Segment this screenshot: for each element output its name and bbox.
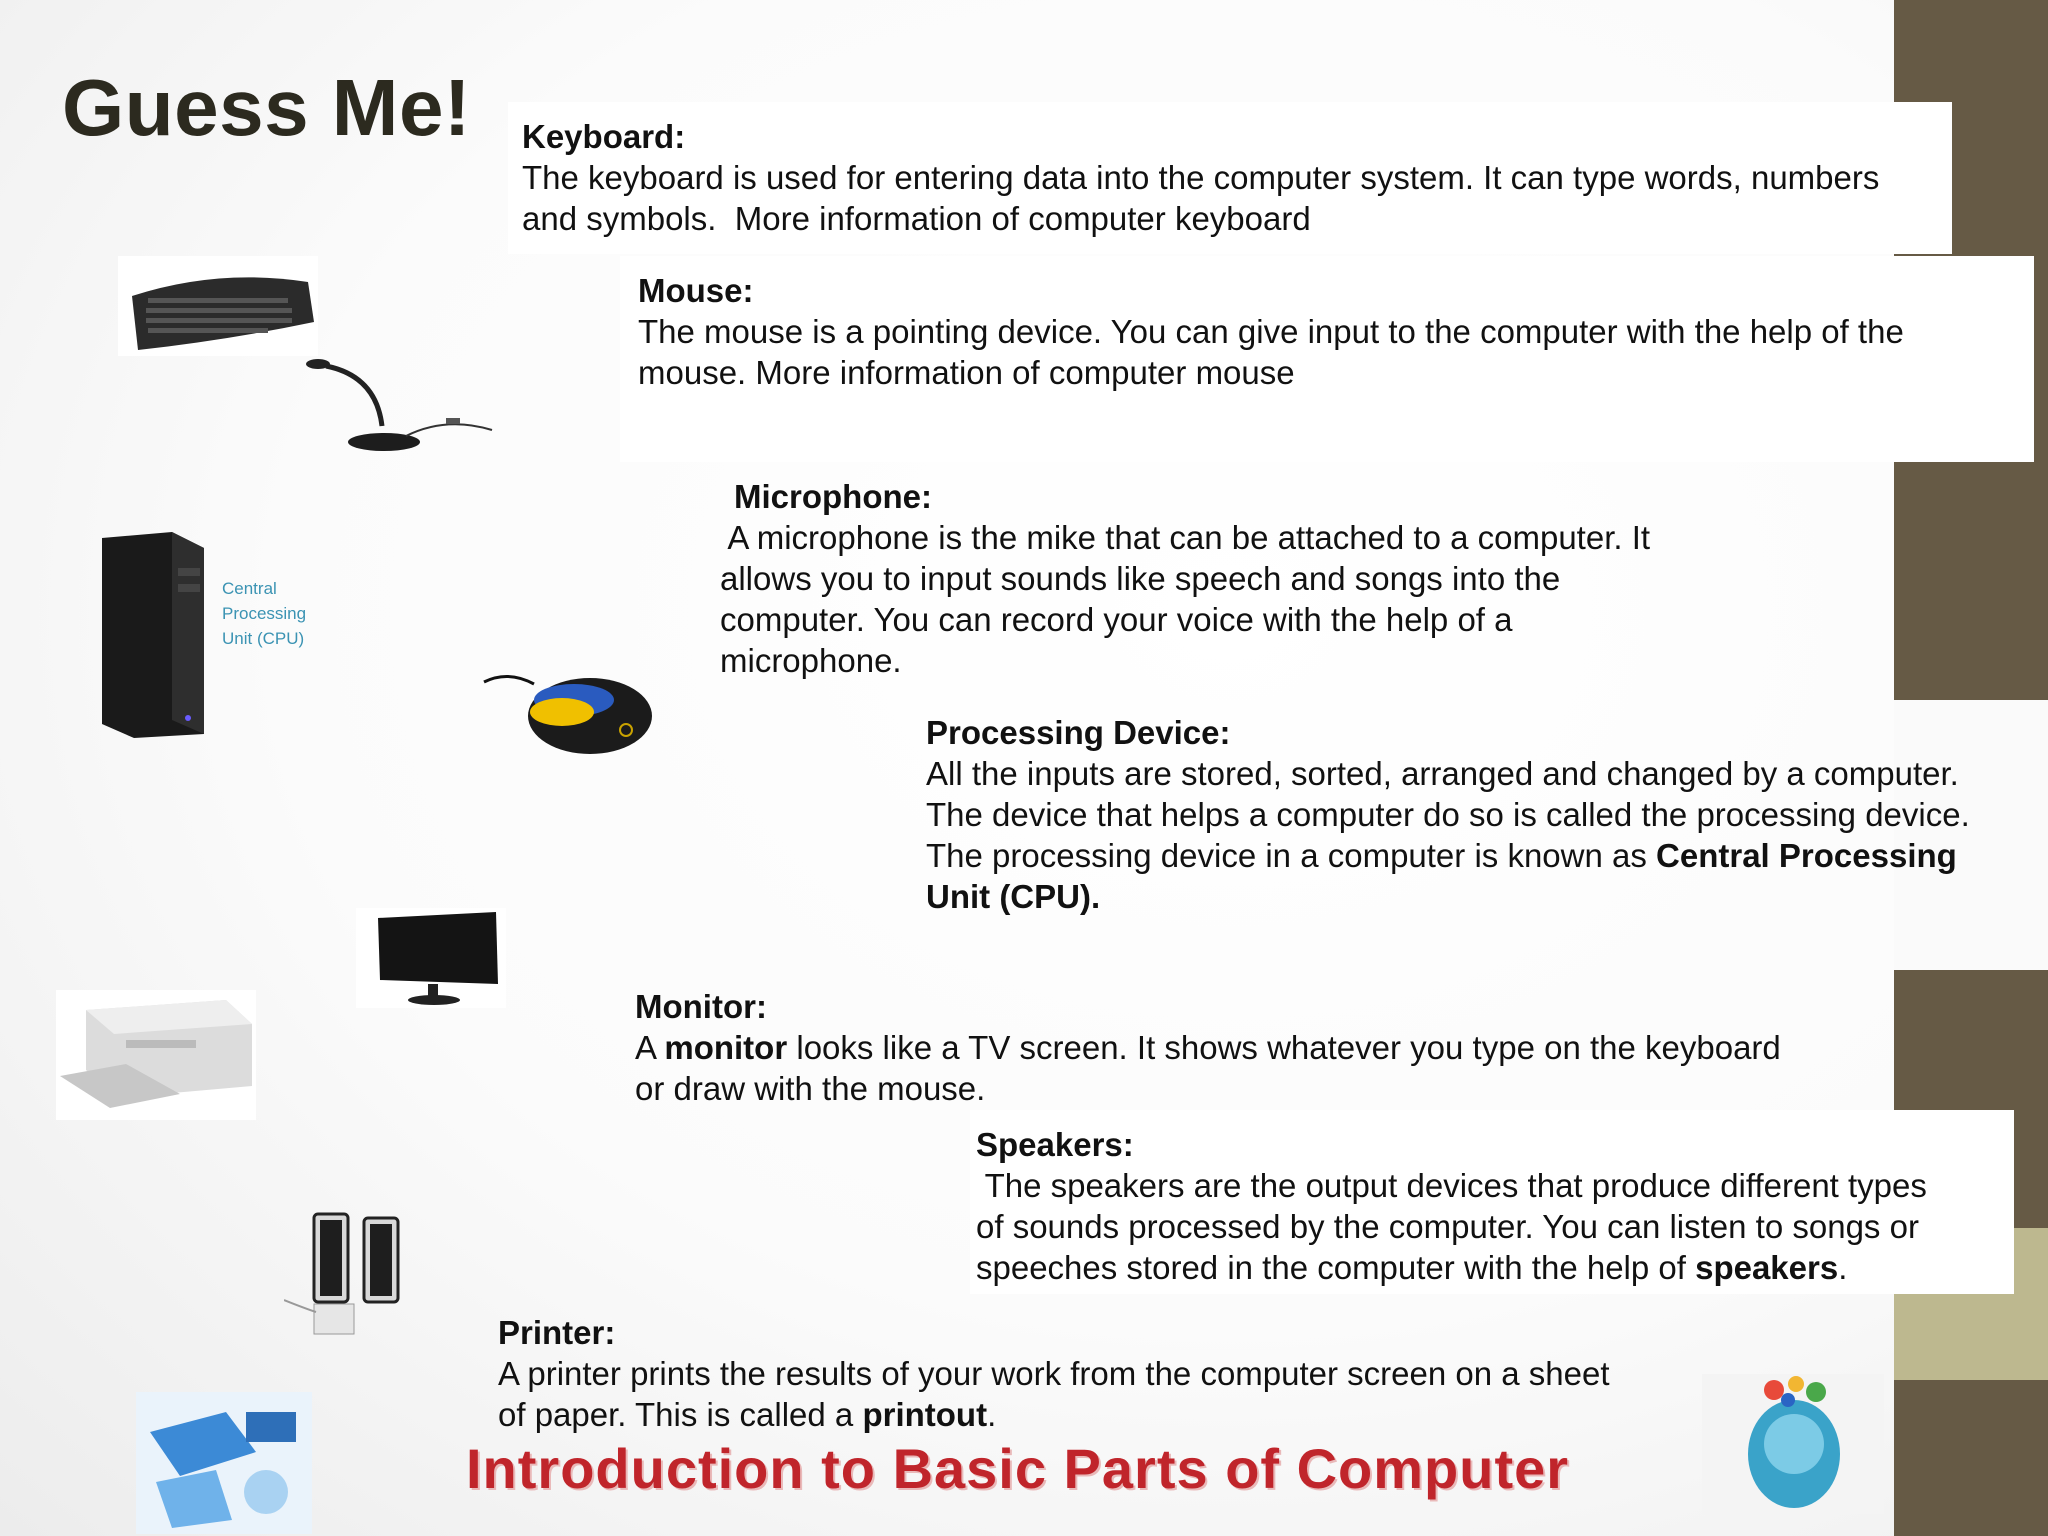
printer-section <box>494 1308 1714 1432</box>
cpu-image-label-line: Unit (CPU) <box>222 629 305 648</box>
printer-bold: printout <box>862 1396 988 1433</box>
processing-cpu-bold: Central Processing <box>1656 837 1957 874</box>
monitor-heading: Monitor: <box>635 988 767 1025</box>
side-decoration-bar <box>1894 1380 2048 1536</box>
speakers-image <box>284 1208 424 1338</box>
monitor-text: A <box>635 1029 665 1066</box>
processing-cpu-bold: Unit (CPU). <box>926 878 1101 915</box>
microphone-text-line: computer. You can record your voice with the help of a <box>720 601 1513 638</box>
speakers-text-line: of sounds processed by the computer. You can listen to songs or <box>976 1208 1919 1245</box>
cpu-tower-image <box>92 528 212 738</box>
printer-text-line <box>498 1394 1714 1435</box>
monitor-image <box>356 908 506 1008</box>
processing-text-line <box>926 876 2034 917</box>
speakers-text: . <box>1838 1249 1848 1286</box>
mouse-heading: Mouse: <box>638 272 754 309</box>
printer-text-line: A printer prints the results of your work from the computer screen on a sheet <box>498 1355 1610 1392</box>
monitor-text: looks like a TV screen. It shows whatever you type on the keyboard <box>787 1029 1781 1066</box>
microphone-image <box>296 356 496 456</box>
cpu-image-label-line: Processing <box>222 604 307 623</box>
monitor-bold: monitor <box>664 1029 788 1066</box>
processing-device-section <box>920 710 2034 940</box>
keyboard-section <box>508 102 1952 254</box>
microphone-heading: Microphone: <box>734 478 932 515</box>
cpu-image-label <box>222 576 306 651</box>
processing-heading: Processing Device: <box>926 714 1231 751</box>
slide-title: Guess Me! <box>62 63 472 152</box>
mouse-section <box>620 256 2034 462</box>
mouse-text-line: The mouse is a pointing device. You can give input to the computer with the help of the <box>638 313 1904 350</box>
keyboard-heading: Keyboard: <box>522 118 686 155</box>
speakers-section <box>970 1110 2014 1294</box>
speakers-heading: Speakers: <box>976 1126 1134 1163</box>
mouse-image <box>478 664 658 764</box>
keyboard-image <box>118 256 318 356</box>
processing-text-line: All the inputs are stored, sorted, arranged and changed by a computer. <box>926 755 1959 792</box>
microphone-section <box>714 468 1714 678</box>
keyboard-text-line: and symbols. More information of computer keyboard <box>522 200 1311 237</box>
printer-heading: Printer: <box>498 1314 616 1351</box>
printer-text: . <box>987 1396 997 1433</box>
processing-text-line <box>926 835 2034 876</box>
technology-collage-image <box>136 1392 312 1534</box>
microphone-text-line: microphone. <box>720 642 902 679</box>
keyboard-text-line: The keyboard is used for entering data into the computer system. It can type words, numbers <box>522 159 1880 196</box>
monitor-text-line <box>635 1027 1894 1068</box>
printer-text: of paper. This is called a <box>498 1396 863 1433</box>
microphone-text-line: A microphone is the mike that can be attached to a computer. It <box>720 519 1651 556</box>
speakers-text: speeches stored in the computer with the help of <box>976 1249 1696 1286</box>
mouse-text-line: mouse. More information of computer mouse <box>638 354 1295 391</box>
monitor-section <box>632 982 1894 1107</box>
speakers-bold: speakers <box>1695 1249 1839 1286</box>
processing-line3-text: The processing device in a computer is known as <box>926 837 1657 874</box>
cpu-image-label-line: Central <box>222 579 277 598</box>
footer-title: Introduction to Basic Parts of Computer <box>466 1437 1570 1500</box>
speakers-text-line <box>976 1247 2014 1288</box>
printer-image <box>56 990 256 1120</box>
processing-text-line: The device that helps a computer do so is called the processing device. <box>926 796 1970 833</box>
head-gears-image <box>1702 1374 1884 1514</box>
microphone-text-line: allows you to input sounds like speech and songs into the <box>720 560 1561 597</box>
speakers-text-line: The speakers are the output devices that produce different types <box>976 1167 1927 1204</box>
monitor-text-line: or draw with the mouse. <box>635 1070 986 1107</box>
